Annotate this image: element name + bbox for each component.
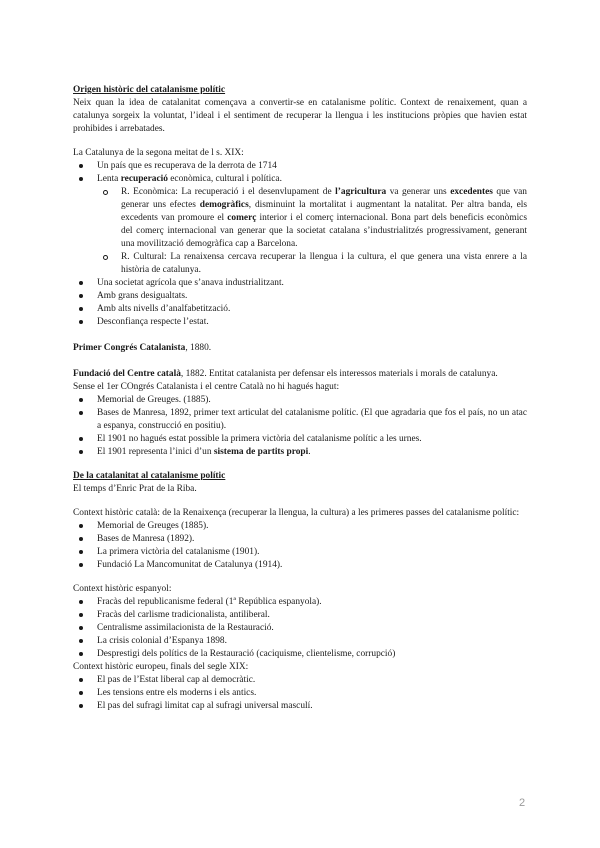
- page-content: [73, 84, 527, 713]
- list-item: Les tensions entre els moderns i els antics.: [73, 687, 527, 700]
- sense-line: Sense el 1er COngrés Catalanista i el centre Català no hi hagués hagut:: [73, 382, 340, 392]
- list-item: Fracàs del republicanisme federal (1ª República espanyola).: [73, 596, 527, 609]
- context-espanyol-list: [73, 596, 527, 661]
- context-catala-list: [73, 520, 527, 572]
- list-item: Amb grans desigualtats.: [73, 290, 527, 303]
- sublist-item-cultural: R. Cultural: La renaixensa cercava recuperar la llengua i la cultura, el que genera una vista enrere a la història de catalunya.: [97, 251, 527, 277]
- list-item: Fracàs del carlisme tradicionalista, antiliberal.: [73, 609, 527, 622]
- fundacio-paragraph: Fundació del Centre català, 1882. Entitat catalanista per defensar els interessos materials i morals de catalunya.: [73, 369, 498, 379]
- list-item: Un país que es recuperava de la derrota de 1714: [73, 160, 527, 173]
- list-item: Una societat agrícola que s’anava industrialitzant.: [73, 277, 527, 290]
- context-europeu: Context històric europeu, finals del segle XIX:: [73, 662, 249, 672]
- section-heading-catalanitat: De la catalanitat al catalanisme polític: [73, 471, 226, 481]
- list-item: Fundació La Mancomunitat de Catalunya (1914).: [73, 559, 527, 572]
- list-item: Centralisme assimilacionista de la Restauració.: [73, 622, 527, 635]
- list-item: Bases de Manresa (1892).: [73, 533, 527, 546]
- centre-catala-list: [73, 394, 527, 459]
- list-item: La crisis colonial d’Espanya 1898.: [73, 635, 527, 648]
- list-item: Desprestigi dels polítics de la Restauració (caciquisme, clientelisme, corrupció): [73, 648, 527, 661]
- catalunya-list: [73, 160, 527, 329]
- sublist-item-economica: R. Econòmica: La recuperació i el desenvlupament de l’agricultura va generar uns excedentes que van generar uns efectes demogràfics, disminuint la mortalitat i augmentant la natalitat. Per altra banda, els excedents van promoure el comerç interior i el comerç internacional. Bona part dels beneficis econòmics del comerç internacional van generar que la societat catalana s’industrialitzés progressivament, generant una movilització demogràfica cap a Barcelona.: [97, 186, 527, 251]
- list-item: Lenta recuperació econòmica, cultural i política. R. Econòmica: La recuperació i el desenvlupament de l’agricultura va generar uns excedentes que van generar uns efectes demogràfics, disminuint la mortalitat i augmentant la natalitat. Per altra banda, els excedents van promoure el comerç interior i el comerç internacional. Bona part dels beneficis econòmics del comerç internacional van generar que la societat catalana s’industrialitzés progressivament, generant una movilització demogràfica cap a Barcelona. R. Cultural: La renaixensa cercava recuperar la llengua i la cultura, el que genera una vista enrere a la història de catalunya.: [73, 173, 527, 277]
- context-catala: Context històric català: de la Renaixença (recuperar la llengua, la cultura) a les primeres passes del catalanisme polític:: [73, 508, 520, 518]
- list-item: El 1901 representa l’inici d’un sistema de partits propi.: [73, 446, 527, 459]
- list-item: El pas del sufragi limitat cap al sufragi universal masculí.: [73, 700, 527, 713]
- congres-line: Primer Congrés Catalanista, 1880.: [73, 343, 212, 353]
- list-item: Bases de Manresa, 1892, primer text articulat del catalanisme polític. (El que agradaria que fos el país, no un atac a espanya, construcció en positiu).: [73, 407, 527, 433]
- list-item: Memorial de Greuges. (1885).: [73, 394, 527, 407]
- list-item: Desconfiança respecte l’estat.: [73, 316, 527, 329]
- context-espanyol: Context històric espanyol:: [73, 584, 172, 594]
- recuperacio-sublist: [97, 186, 527, 277]
- list-intro: La Catalunya de la segona meitat de l s. XIX:: [73, 148, 244, 158]
- list-item: Memorial de Greuges (1885).: [73, 520, 527, 533]
- list-item: El 1901 no hagués estat possible la primera victòria del catalanisme polític a les urnes.: [73, 433, 527, 446]
- list-item: El pas de l’Estat liberal cap al democràtic.: [73, 674, 527, 687]
- list-item: La primera victòria del catalanisme (1901).: [73, 546, 527, 559]
- section-heading-origen: Origen històric del catalanisme polític: [73, 85, 226, 95]
- intro-paragraph: Neix quan la idea de catalanitat començava a convertir-se en catalanisme polític. Context de renaixement, quan a catalunya sorgeix la voluntat, l’ideal i el sentiment de recuperar la llengua i les institucions pròpies que havien estat prohibides i arrebatades.: [73, 98, 527, 134]
- list-item: Amb alts nivells d’analfabetització.: [73, 303, 527, 316]
- section-subtitle: El temps d’Enric Prat de la Riba.: [73, 484, 197, 494]
- page-number: 2: [519, 797, 526, 809]
- context-europeu-list: [73, 674, 527, 713]
